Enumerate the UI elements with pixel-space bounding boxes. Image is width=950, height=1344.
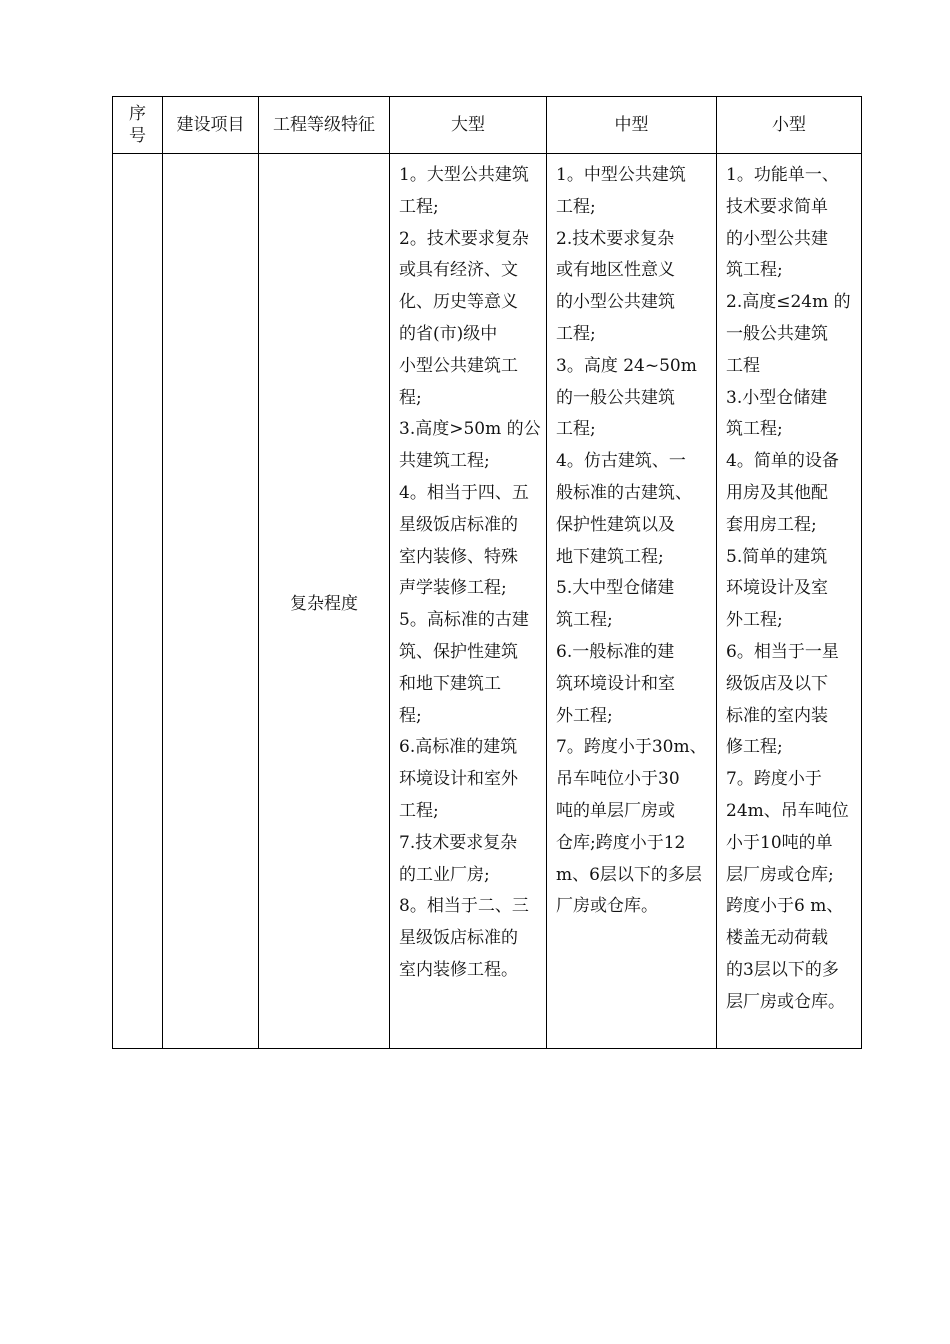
criteria-line: 筑工程; xyxy=(726,260,783,281)
criteria-line: 工程; xyxy=(556,323,596,344)
criteria-line: 级饭店及以下 xyxy=(726,673,828,694)
criteria-line: 3。高度 24~50m xyxy=(556,355,697,376)
criteria-line: 的省(市)级中 xyxy=(399,323,498,344)
criteria-line: 环境设计及室 xyxy=(726,578,828,599)
criteria-line: 的3层以下的多 xyxy=(726,959,839,980)
criteria-line: 24m、吊车吨位 xyxy=(726,800,849,821)
criteria-line: 程; xyxy=(399,387,422,408)
criteria-line: 用房及其他配 xyxy=(726,482,828,503)
medium-criteria-list xyxy=(547,154,716,923)
criteria-line: 层厂房或仓库。 xyxy=(726,991,845,1012)
criteria-line: 1。功能单一、 xyxy=(726,165,839,185)
criteria-line: 一般公共建筑 xyxy=(726,323,828,344)
criteria-line: 2.高度≤24m 的 xyxy=(726,292,851,313)
criteria-line: 仓库;跨度小于12 xyxy=(556,832,686,853)
criteria-line: 的小型公共建 xyxy=(726,228,828,249)
criteria-line: 工程 xyxy=(726,355,760,376)
criteria-line: 小型公共建筑工 xyxy=(399,355,518,376)
cell-project xyxy=(163,154,259,1049)
criteria-line: 2.技术要求复杂 xyxy=(556,228,675,249)
header-seq-top: 序 xyxy=(129,104,146,124)
criteria-line: 套用房工程; xyxy=(726,514,817,535)
criteria-line: 7.技术要求复杂 xyxy=(399,832,518,853)
header-project: 建设项目 xyxy=(163,97,259,154)
criteria-line: 和地下建筑工 xyxy=(399,673,501,694)
criteria-line: 声学装修工程; xyxy=(399,578,507,599)
criteria-line: 工程; xyxy=(556,196,596,217)
criteria-line: 跨度小于6 m、 xyxy=(726,896,844,917)
criteria-line: 筑环境设计和室 xyxy=(556,673,675,694)
criteria-line: 技术要求简单 xyxy=(726,196,828,217)
criteria-line: 6.高标准的建筑 xyxy=(399,737,518,758)
criteria-line: 般标准的古建筑、 xyxy=(556,482,692,503)
criteria-line: 保护性建筑以及 xyxy=(556,514,675,535)
header-seq xyxy=(113,97,163,154)
criteria-line: 外工程; xyxy=(726,610,783,631)
criteria-line: 外工程; xyxy=(556,705,613,726)
criteria-line: 的一般公共建筑 xyxy=(556,387,675,408)
criteria-line: 筑、保护性建筑 xyxy=(399,641,518,662)
criteria-line: 1。中型公共建筑 xyxy=(556,165,686,185)
criteria-line: 7。跨度小于 xyxy=(726,769,822,790)
criteria-line: 室内装修工程。 xyxy=(399,959,518,980)
criteria-line: 室内装修、特殊 xyxy=(399,546,518,567)
cell-small xyxy=(717,154,862,1049)
cell-medium xyxy=(547,154,717,1049)
criteria-line: 楼盖无动荷载 xyxy=(726,928,828,949)
criteria-line: 4。简单的设备 xyxy=(726,451,839,472)
criteria-line: 筑工程; xyxy=(726,419,783,440)
project-grade-table xyxy=(112,96,862,1049)
criteria-line: 或有地区性意义 xyxy=(556,260,675,281)
criteria-line: 5.简单的建筑 xyxy=(726,546,828,567)
header-seq-bottom: 号 xyxy=(129,126,146,146)
criteria-line: 吊车吨位小于30 xyxy=(556,769,680,790)
cell-seq xyxy=(113,154,163,1049)
criteria-line: 的小型公共建筑 xyxy=(556,292,675,313)
criteria-line: 或具有经济、文 xyxy=(399,260,518,281)
criteria-line: 工程; xyxy=(556,419,596,440)
criteria-line: 2。技术要求复杂 xyxy=(399,228,529,249)
criteria-line: 6.一般标准的建 xyxy=(556,641,675,662)
criteria-line: 小于10吨的单 xyxy=(726,832,833,853)
criteria-line: 修工程; xyxy=(726,737,783,758)
large-criteria-list xyxy=(390,154,546,987)
criteria-line: 标准的室内装 xyxy=(726,705,828,726)
criteria-line: 工程; xyxy=(399,800,439,821)
small-criteria-list xyxy=(717,154,861,1019)
criteria-line: 4。相当于四、五 xyxy=(399,482,529,503)
criteria-line: 环境设计和室外 xyxy=(399,769,518,790)
criteria-line: 8。相当于二、三 xyxy=(399,896,529,917)
criteria-line: 5。高标准的古建 xyxy=(399,610,529,631)
criteria-line: 6。相当于一星 xyxy=(726,641,839,662)
header-large: 大型 xyxy=(390,97,547,154)
criteria-line: 5.大中型仓储建 xyxy=(556,578,675,599)
criteria-line: 3.小型仓储建 xyxy=(726,387,828,408)
criteria-line: 吨的单层厂房或 xyxy=(556,800,675,821)
criteria-line: 共建筑工程; xyxy=(399,451,490,472)
header-row xyxy=(113,97,862,154)
criteria-line: 的工业厂房; xyxy=(399,864,490,885)
criteria-line: 3.高度>50m 的公 xyxy=(399,419,541,440)
cell-large xyxy=(390,154,547,1049)
criteria-line: m、6层以下的多层 xyxy=(556,864,702,885)
header-medium: 中型 xyxy=(547,97,717,154)
criteria-line: 地下建筑工程; xyxy=(556,546,664,567)
header-small: 小型 xyxy=(717,97,862,154)
criteria-line: 星级饭店标准的 xyxy=(399,928,518,949)
header-feature: 工程等级特征 xyxy=(259,97,390,154)
criteria-line: 星级饭店标准的 xyxy=(399,514,518,535)
criteria-line: 1。大型公共建筑 xyxy=(399,165,529,185)
criteria-line: 厂房或仓库。 xyxy=(556,896,658,917)
criteria-line: 化、历史等意义 xyxy=(399,292,518,313)
criteria-line: 7。跨度小于30m、 xyxy=(556,737,707,758)
criteria-line: 程; xyxy=(399,705,422,726)
criteria-line: 筑工程; xyxy=(556,610,613,631)
criteria-line: 层厂房或仓库; xyxy=(726,864,834,885)
table-row xyxy=(113,154,862,1049)
criteria-line: 4。仿古建筑、一 xyxy=(556,451,686,472)
cell-feature: 复杂程度 xyxy=(259,154,390,1049)
criteria-line: 工程; xyxy=(399,196,439,217)
